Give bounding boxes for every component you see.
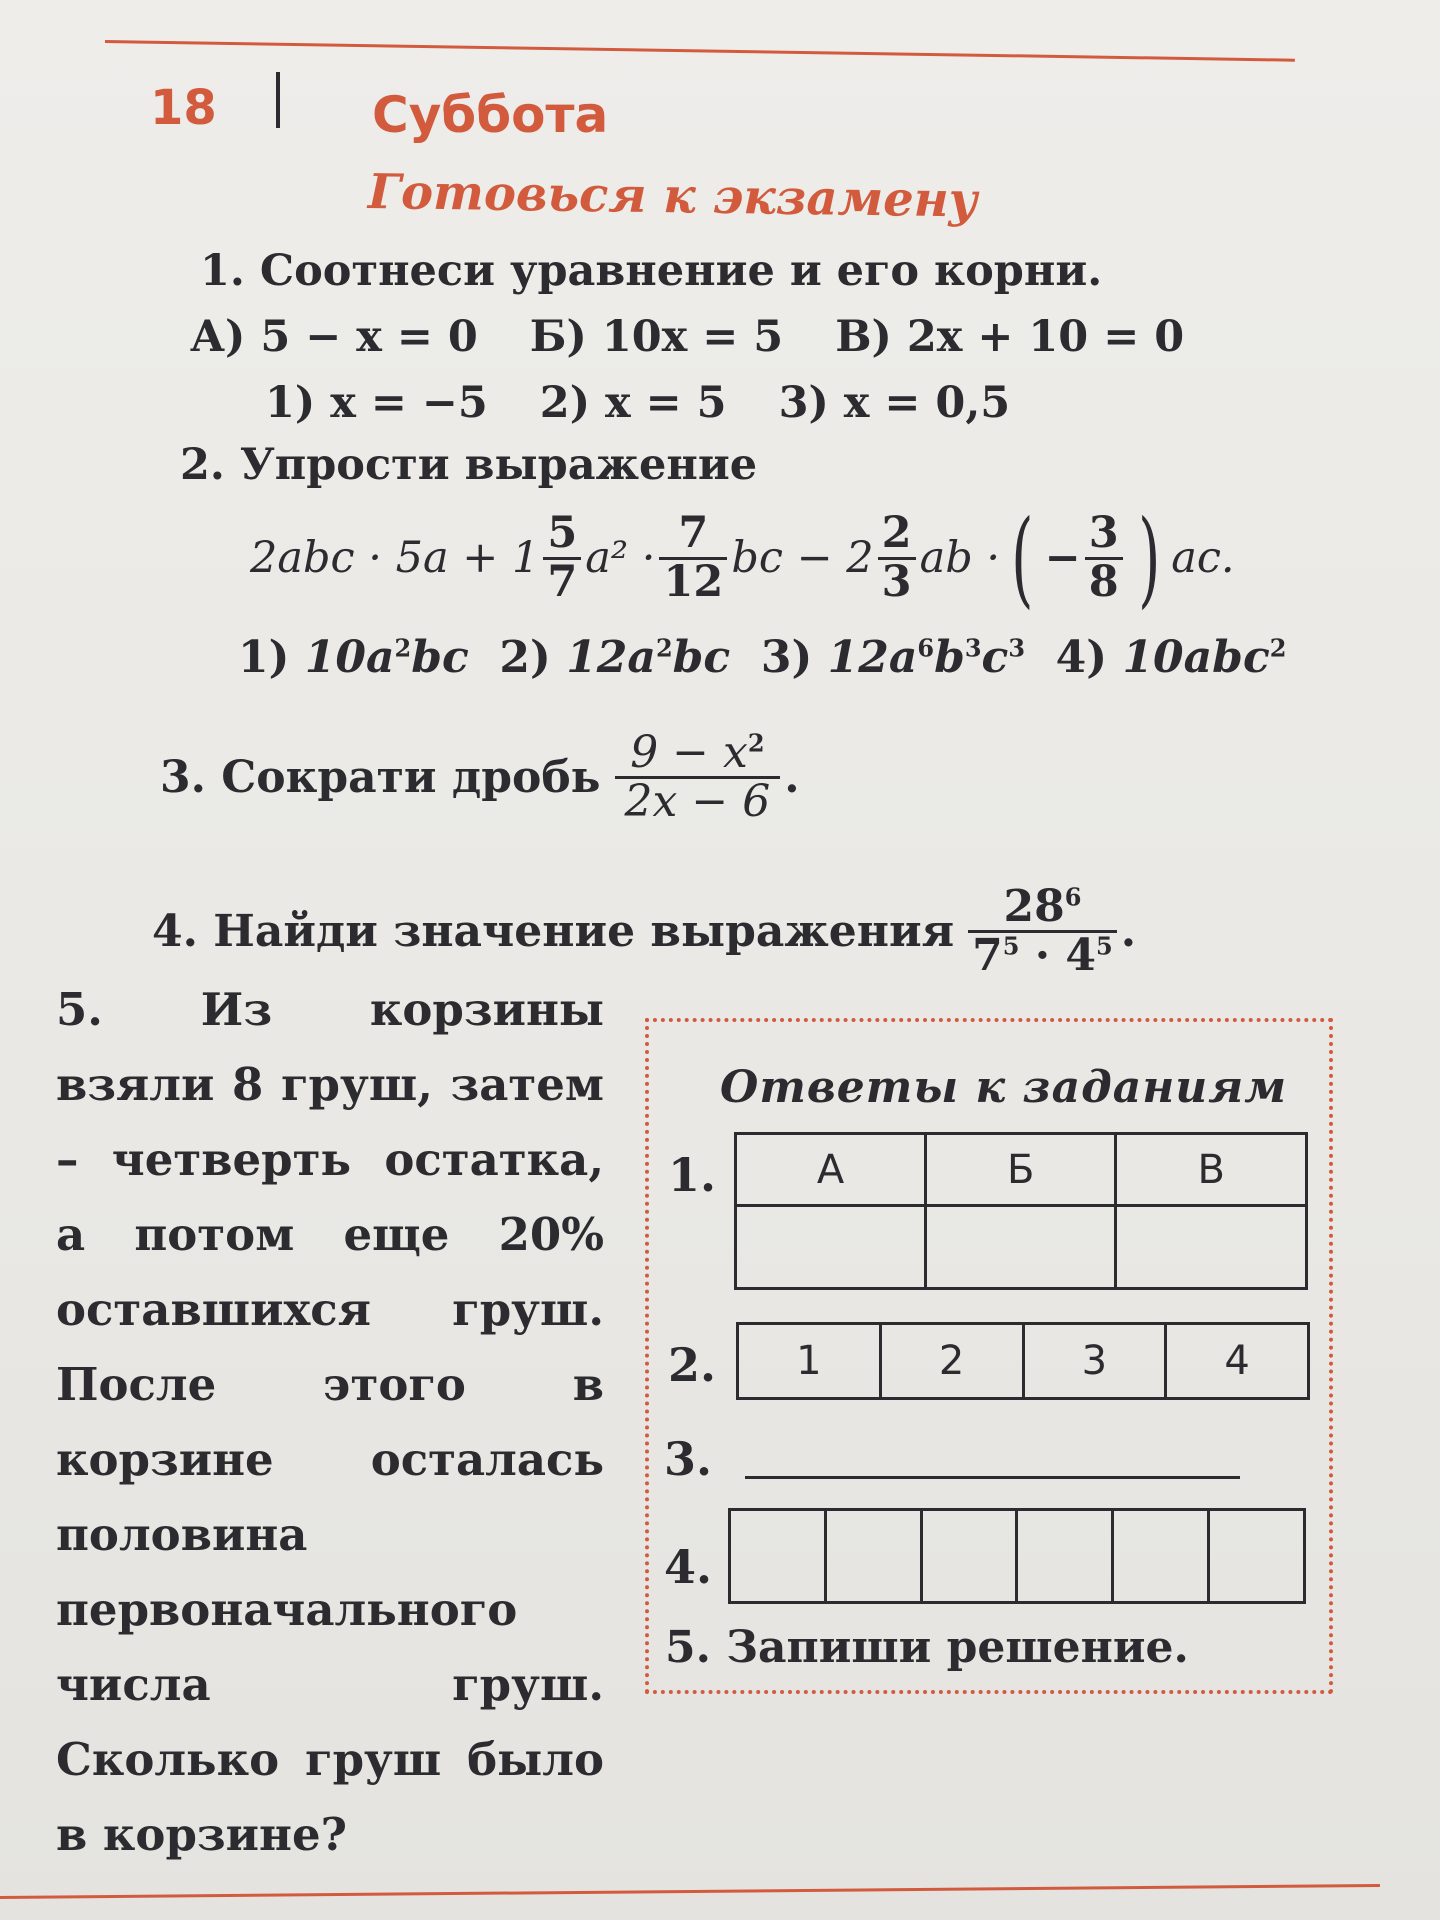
equation-v: В) 2x + 10 = 0 xyxy=(835,312,1185,362)
option-3: 3) $12a^6b^3c^3$ xyxy=(760,632,1026,683)
answer4-cell[interactable] xyxy=(1017,1510,1113,1603)
task3-period: . xyxy=(784,752,800,804)
page-subtitle: Готовься к экзамену xyxy=(367,164,978,229)
equation-a: А) 5 − x = 0 xyxy=(190,312,478,362)
fraction-2-3 xyxy=(878,508,916,607)
expr-term-4: ab · xyxy=(919,533,1001,583)
answer1-grid xyxy=(734,1132,1308,1290)
task4-period: . xyxy=(1120,906,1137,958)
root-2: 2) x = 5 xyxy=(539,378,727,428)
answer4-label: 4. xyxy=(664,1540,713,1594)
fraction-numerator: $28^6$ xyxy=(1003,881,1082,932)
answer1-header-b: Б xyxy=(926,1134,1116,1206)
expr-minus: − xyxy=(1044,533,1081,583)
answer5-instruction: 5. Запиши решение. xyxy=(665,1622,1189,1673)
expr-term-1: 2abc · 5a + 1 xyxy=(250,533,540,583)
answer1-header-v: В xyxy=(1116,1134,1307,1206)
task4 xyxy=(152,881,1137,982)
task1-roots xyxy=(265,378,1010,428)
answer4-cell[interactable] xyxy=(1209,1510,1305,1603)
fraction-numerator: 3 xyxy=(1088,508,1119,559)
root-1: 1) x = −5 xyxy=(265,378,488,428)
top-rule xyxy=(105,40,1295,62)
fraction-denominator: 8 xyxy=(1085,557,1123,605)
answer1-cell-v[interactable] xyxy=(1116,1206,1307,1289)
answer2-choice-2[interactable]: 2 xyxy=(880,1324,1023,1399)
root-3: 3) x = 0,5 xyxy=(778,378,1011,428)
option-4: 4) 10abc$^2$ xyxy=(1055,632,1287,683)
answer1-cell-b[interactable] xyxy=(926,1206,1116,1289)
fraction-numerator: 2 xyxy=(881,508,912,559)
expr-term-5: ac. xyxy=(1171,533,1235,583)
task3 xyxy=(160,727,800,828)
fraction-numerator: 5 xyxy=(547,508,578,559)
task1-equations xyxy=(190,312,1184,362)
task2-title: 2. Упрости выражение xyxy=(180,440,758,490)
fraction-7-12 xyxy=(659,508,727,607)
task2-expression xyxy=(250,497,1235,619)
answer4-cell[interactable] xyxy=(730,1510,826,1603)
right-parenthesis: ) xyxy=(1137,497,1161,619)
fraction-denominator: 3 xyxy=(878,557,916,605)
answer2-choice-1[interactable]: 1 xyxy=(738,1324,881,1399)
answer4-cell[interactable] xyxy=(921,1510,1017,1603)
fraction-3-8 xyxy=(1085,508,1123,607)
answers-title: Ответы к заданиям xyxy=(720,1062,1288,1113)
answer4-cell[interactable] xyxy=(1113,1510,1209,1603)
answer3-line[interactable] xyxy=(745,1476,1240,1479)
fraction-denominator: 7 xyxy=(543,557,581,605)
page-number: 18 xyxy=(150,80,217,136)
fraction-denominator: 2x − 6 xyxy=(615,776,781,825)
answer1-header-a: А xyxy=(736,1134,926,1206)
fraction-numerator: $9 - x^2$ xyxy=(630,727,765,778)
day-title: Суббота xyxy=(372,86,609,144)
answer3-label: 3. xyxy=(664,1432,713,1486)
bottom-rule xyxy=(0,1884,1380,1899)
fraction-denominator: 12 xyxy=(659,557,727,605)
answer2-grid xyxy=(736,1322,1310,1400)
fraction-5-7 xyxy=(543,508,581,607)
fraction-denominator: $7^5 \cdot 4^5$ xyxy=(968,930,1117,979)
fraction-numerator: 7 xyxy=(678,508,709,559)
answer4-grid xyxy=(728,1508,1306,1604)
answer2-choice-4[interactable]: 4 xyxy=(1166,1324,1309,1399)
task4-label: 4. Найди значение выражения xyxy=(152,906,955,958)
task3-fraction xyxy=(615,727,781,828)
answer2-label: 2. xyxy=(668,1338,717,1392)
answer2-choice-3[interactable]: 3 xyxy=(1023,1324,1166,1399)
expr-term-2: a² · xyxy=(585,533,656,583)
answer4-cell[interactable] xyxy=(825,1510,921,1603)
answer1-cell-a[interactable] xyxy=(736,1206,926,1289)
task5-text: 5. Из корзины взяли 8 груш, затем – четверть остатка, а потом еще 20% оставшихся груш. После этого в корзине осталась половина первоначального числа груш. Сколько груш было в корзине? xyxy=(56,983,604,1861)
option-1: 1) $10a^2bc$ xyxy=(238,632,469,683)
header-divider xyxy=(276,72,280,128)
option-2: 2) $12a^2bc$ xyxy=(499,632,731,683)
equation-b: Б) 10x = 5 xyxy=(529,312,784,362)
task4-fraction xyxy=(968,881,1117,982)
answer1-label: 1. xyxy=(668,1148,717,1202)
task1-title: 1. Соотнеси уравнение и его корни. xyxy=(200,246,1103,296)
task2-answer-options xyxy=(238,632,1286,683)
left-parenthesis: ( xyxy=(1011,497,1034,619)
task3-label: 3. Сократи дробь xyxy=(160,752,601,804)
expr-term-3: bc − 2 xyxy=(731,533,874,583)
